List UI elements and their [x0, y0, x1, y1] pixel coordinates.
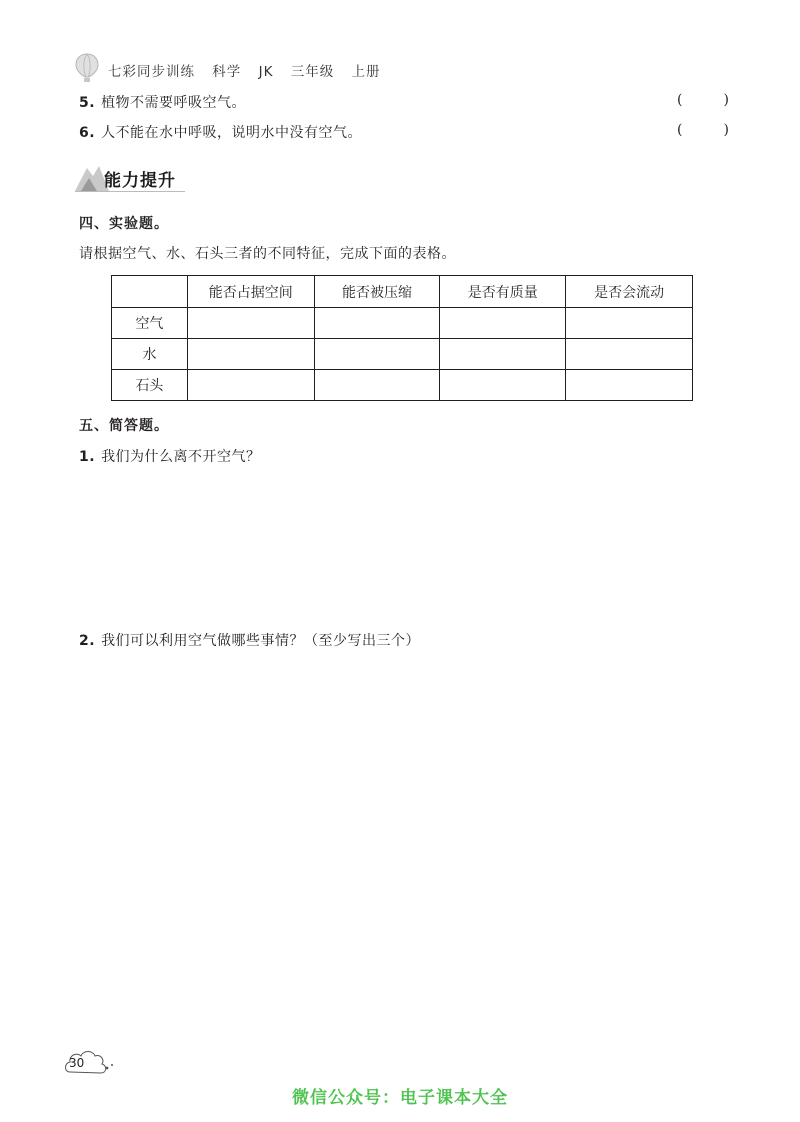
experiment-title: 四、实验题。 [79, 216, 169, 232]
table-header-row [112, 276, 693, 308]
answer-cell[interactable] [440, 370, 566, 401]
experiment-table [111, 275, 693, 401]
table-row [112, 370, 693, 401]
answer-cell[interactable] [440, 339, 566, 370]
answer-paren-6[interactable]: ( ) [677, 122, 729, 138]
header-volume: 上册 [351, 64, 381, 80]
column-header: 能否占据空间 [187, 276, 314, 308]
section-banner-title: 能力提升 [104, 171, 176, 191]
answer-cell[interactable] [440, 308, 566, 339]
column-header: 能否被压缩 [314, 276, 440, 308]
page-number: 30 [69, 1056, 85, 1070]
header-series: 七彩同步训练 [108, 64, 195, 80]
banner-underline [75, 191, 185, 192]
short-answer-question-1: 1. 我们为什么离不开空气？ [79, 449, 261, 465]
answer-cell[interactable] [566, 339, 693, 370]
row-label: 水 [112, 339, 188, 370]
header-grade: 三年级 [290, 64, 335, 80]
judgement-question-6: 6. 人不能在水中呼吸，说明水中没有空气。 [79, 125, 363, 141]
table-row [112, 308, 693, 339]
table-corner-cell [112, 276, 188, 308]
short-answer-question-2: 2. 我们可以利用空气做哪些事情？（至少写出三个） [79, 633, 421, 649]
answer-area-1[interactable] [79, 470, 719, 620]
running-header [108, 60, 393, 80]
answer-cell[interactable] [566, 370, 693, 401]
balloon-icon [74, 53, 100, 83]
short-answer-title: 五、简答题。 [79, 418, 169, 434]
row-label: 石头 [112, 370, 188, 401]
column-header: 是否会流动 [566, 276, 693, 308]
column-header: 是否有质量 [440, 276, 566, 308]
answer-cell[interactable] [566, 308, 693, 339]
answer-paren-5[interactable]: ( ) [677, 92, 729, 108]
answer-cell[interactable] [314, 339, 440, 370]
watermark-text: 微信公众号：电子课本大全 [292, 1088, 508, 1108]
answer-cell[interactable] [314, 370, 440, 401]
header-edition: JK [258, 64, 274, 80]
judgement-question-5: 5. 植物不需要呼吸空气。 [79, 95, 247, 111]
row-label: 空气 [112, 308, 188, 339]
answer-cell[interactable] [187, 308, 314, 339]
answer-cell[interactable] [187, 339, 314, 370]
answer-cell[interactable] [314, 308, 440, 339]
header-subject: 科学 [212, 64, 242, 80]
table-row [112, 339, 693, 370]
answer-area-2[interactable] [79, 655, 719, 1025]
answer-cell[interactable] [187, 370, 314, 401]
experiment-instruction: 请根据空气、水、石头三者的不同特征，完成下面的表格。 [79, 246, 456, 262]
